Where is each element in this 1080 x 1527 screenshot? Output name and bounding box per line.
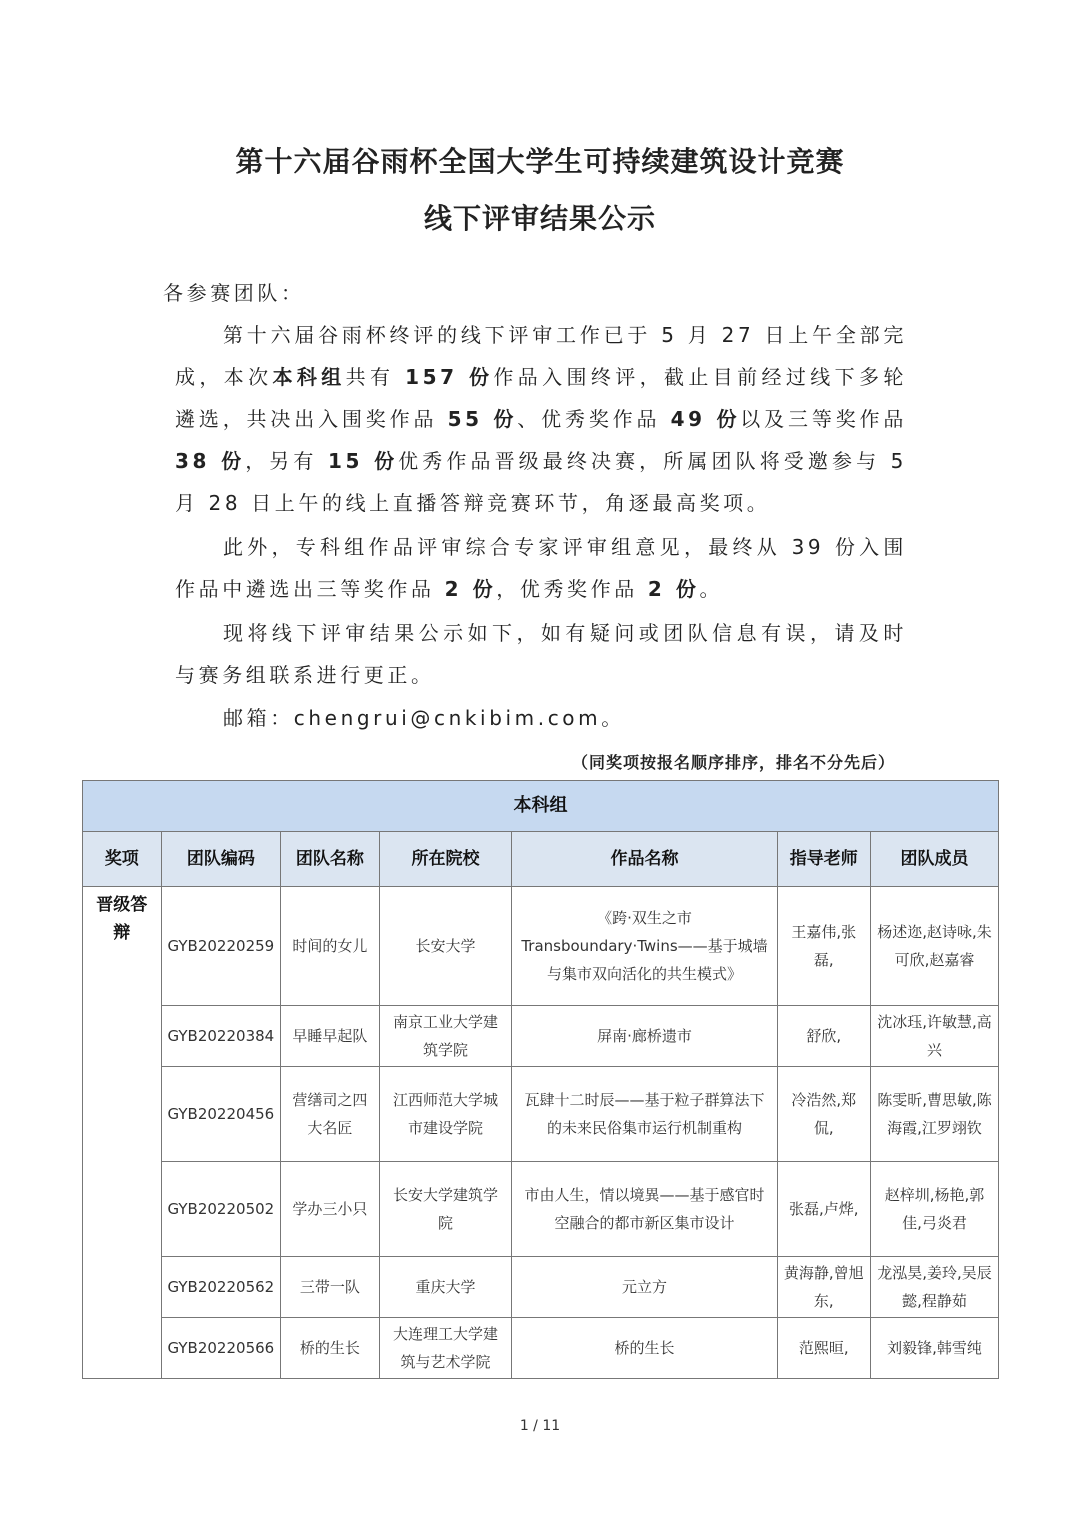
greeting: 各参赛团队： [163, 281, 305, 305]
column-header: 团队名称 [281, 832, 379, 887]
text: 。 [699, 577, 724, 601]
advisor: 舒欣, [777, 1006, 870, 1067]
team-code: GYB20220456 [161, 1067, 281, 1162]
advisor: 范熙晅, [777, 1318, 870, 1379]
school: 南京工业大学建筑学院 [379, 1006, 512, 1067]
school: 长安大学建筑学院 [379, 1162, 512, 1257]
school: 大连理工大学建筑与艺术学院 [379, 1318, 512, 1379]
results-table [82, 780, 999, 1379]
table-row [83, 1257, 999, 1318]
bold-text: 49 份 [670, 407, 741, 431]
column-header: 奖项 [83, 832, 162, 887]
text: ，另有 [245, 449, 328, 473]
advisor: 冷浩然,郑侃, [777, 1067, 870, 1162]
members: 沈冰珏,许敏慧,高兴 [870, 1006, 998, 1067]
advisor: 张磊,卢烨, [777, 1162, 870, 1257]
column-header: 所在院校 [379, 832, 512, 887]
work-title: 桥的生长 [512, 1318, 777, 1379]
team-name: 营缮司之四大名匠 [281, 1067, 379, 1162]
bold-text: 38 份 [175, 449, 246, 473]
members: 杨述迩,赵诗咏,朱可欣,赵嘉睿 [870, 887, 998, 1006]
table-row [83, 1318, 999, 1379]
school: 重庆大学 [379, 1257, 512, 1318]
bold-text: 55 份 [447, 407, 518, 431]
table-row [83, 887, 999, 1006]
school: 江西师范大学城市建设学院 [379, 1067, 512, 1162]
table-row [83, 1006, 999, 1067]
advisor: 黄海静,曾旭东, [777, 1257, 870, 1318]
team-code: GYB20220259 [161, 887, 281, 1006]
members: 赵梓圳,杨艳,郭佳,弓炎君 [870, 1162, 998, 1257]
document-title: 第十六届谷雨杯全国大学生可持续建筑设计竞赛 [235, 145, 845, 178]
text: 优秀作品晋级最终决赛，所属团队将受邀参与 5 月 28 日上午的线上直播答辩竞赛环节，角逐最高奖项。 [175, 449, 907, 515]
advisor: 王嘉伟,张磊, [777, 887, 870, 1006]
team-name: 桥的生长 [281, 1318, 379, 1379]
team-code: GYB20220562 [161, 1257, 281, 1318]
members: 刘毅锋,韩雪纯 [870, 1318, 998, 1379]
column-header: 作品名称 [512, 832, 777, 887]
column-header: 团队成员 [870, 832, 998, 887]
text: 作品入围终评，截止目前经过线下多轮遴选，共决出入围奖作品 [175, 365, 907, 431]
team-name: 早睡早起队 [281, 1006, 379, 1067]
team-code: GYB20220502 [161, 1162, 281, 1257]
column-header: 团队编码 [161, 832, 281, 887]
award-cell: 晋级答辩 [83, 887, 162, 1379]
school: 长安大学 [379, 887, 512, 1006]
text: 共有 [345, 365, 406, 389]
text: 以及三等奖作品 [740, 407, 908, 431]
table-row [83, 1162, 999, 1257]
work-title: 元立方 [512, 1257, 777, 1318]
work-title: 市由人生，情以境異——基于感官时空融合的都市新区集市设计 [512, 1162, 777, 1257]
text: 第十六届谷雨杯终评的线下评审工作已于 5 月 27 日上午全部完成，本次 [175, 323, 907, 389]
work-title: 瓦肆十二时辰——基于粒子群算法下的未来民俗集市运行机制重构 [512, 1067, 777, 1162]
header-row [83, 832, 999, 887]
ordering-note: （同奖项按报名顺序排序，排名不分先后） [571, 753, 895, 772]
bold-text: 2 份 [647, 577, 700, 601]
team-name: 学办三小只 [281, 1162, 379, 1257]
table-row [83, 1067, 999, 1162]
paragraph-announcement: 现将线下评审结果公示如下，如有疑问或团队信息有误，请及时与赛务组联系进行更正。 [175, 621, 907, 687]
bold-text: 2 份 [444, 577, 497, 601]
team-code: GYB20220566 [161, 1318, 281, 1379]
members: 陈雯昕,曹思敏,陈海霞,江罗翊钦 [870, 1067, 998, 1162]
bold-text: 本科组 [272, 365, 346, 389]
team-name: 三带一队 [281, 1257, 379, 1318]
column-header: 指导老师 [777, 832, 870, 887]
document-subtitle: 线下评审结果公示 [423, 202, 656, 235]
group-header: 本科组 [83, 781, 999, 832]
team-code: GYB20220384 [161, 1006, 281, 1067]
page-number: 1 / 11 [519, 1418, 561, 1434]
paragraph-results [175, 314, 907, 524]
text: 此外，专科组作品评审综合专家评审组意见，最终从 39 份入围作品中遴选出三等奖作品 [175, 535, 907, 601]
text: ，优秀奖作品 [496, 577, 648, 601]
members: 龙泓昊,姜玲,吴辰懿,程静茹 [870, 1257, 998, 1318]
contact-email: 邮箱：chengrui@cnkibim.com。 [223, 706, 625, 730]
bold-text: 157 份 [405, 365, 494, 389]
work-title: 《跨·双生之市 Transboundary·Twins——基于城墙与集市双向活化的共生模式》 [512, 887, 777, 1006]
bold-text: 15 份 [327, 449, 399, 473]
work-title: 屏南·廊桥遗市 [512, 1006, 777, 1067]
team-name: 时间的女儿 [281, 887, 379, 1006]
text: 、优秀奖作品 [517, 407, 671, 431]
paragraph-junior-college [175, 526, 907, 610]
